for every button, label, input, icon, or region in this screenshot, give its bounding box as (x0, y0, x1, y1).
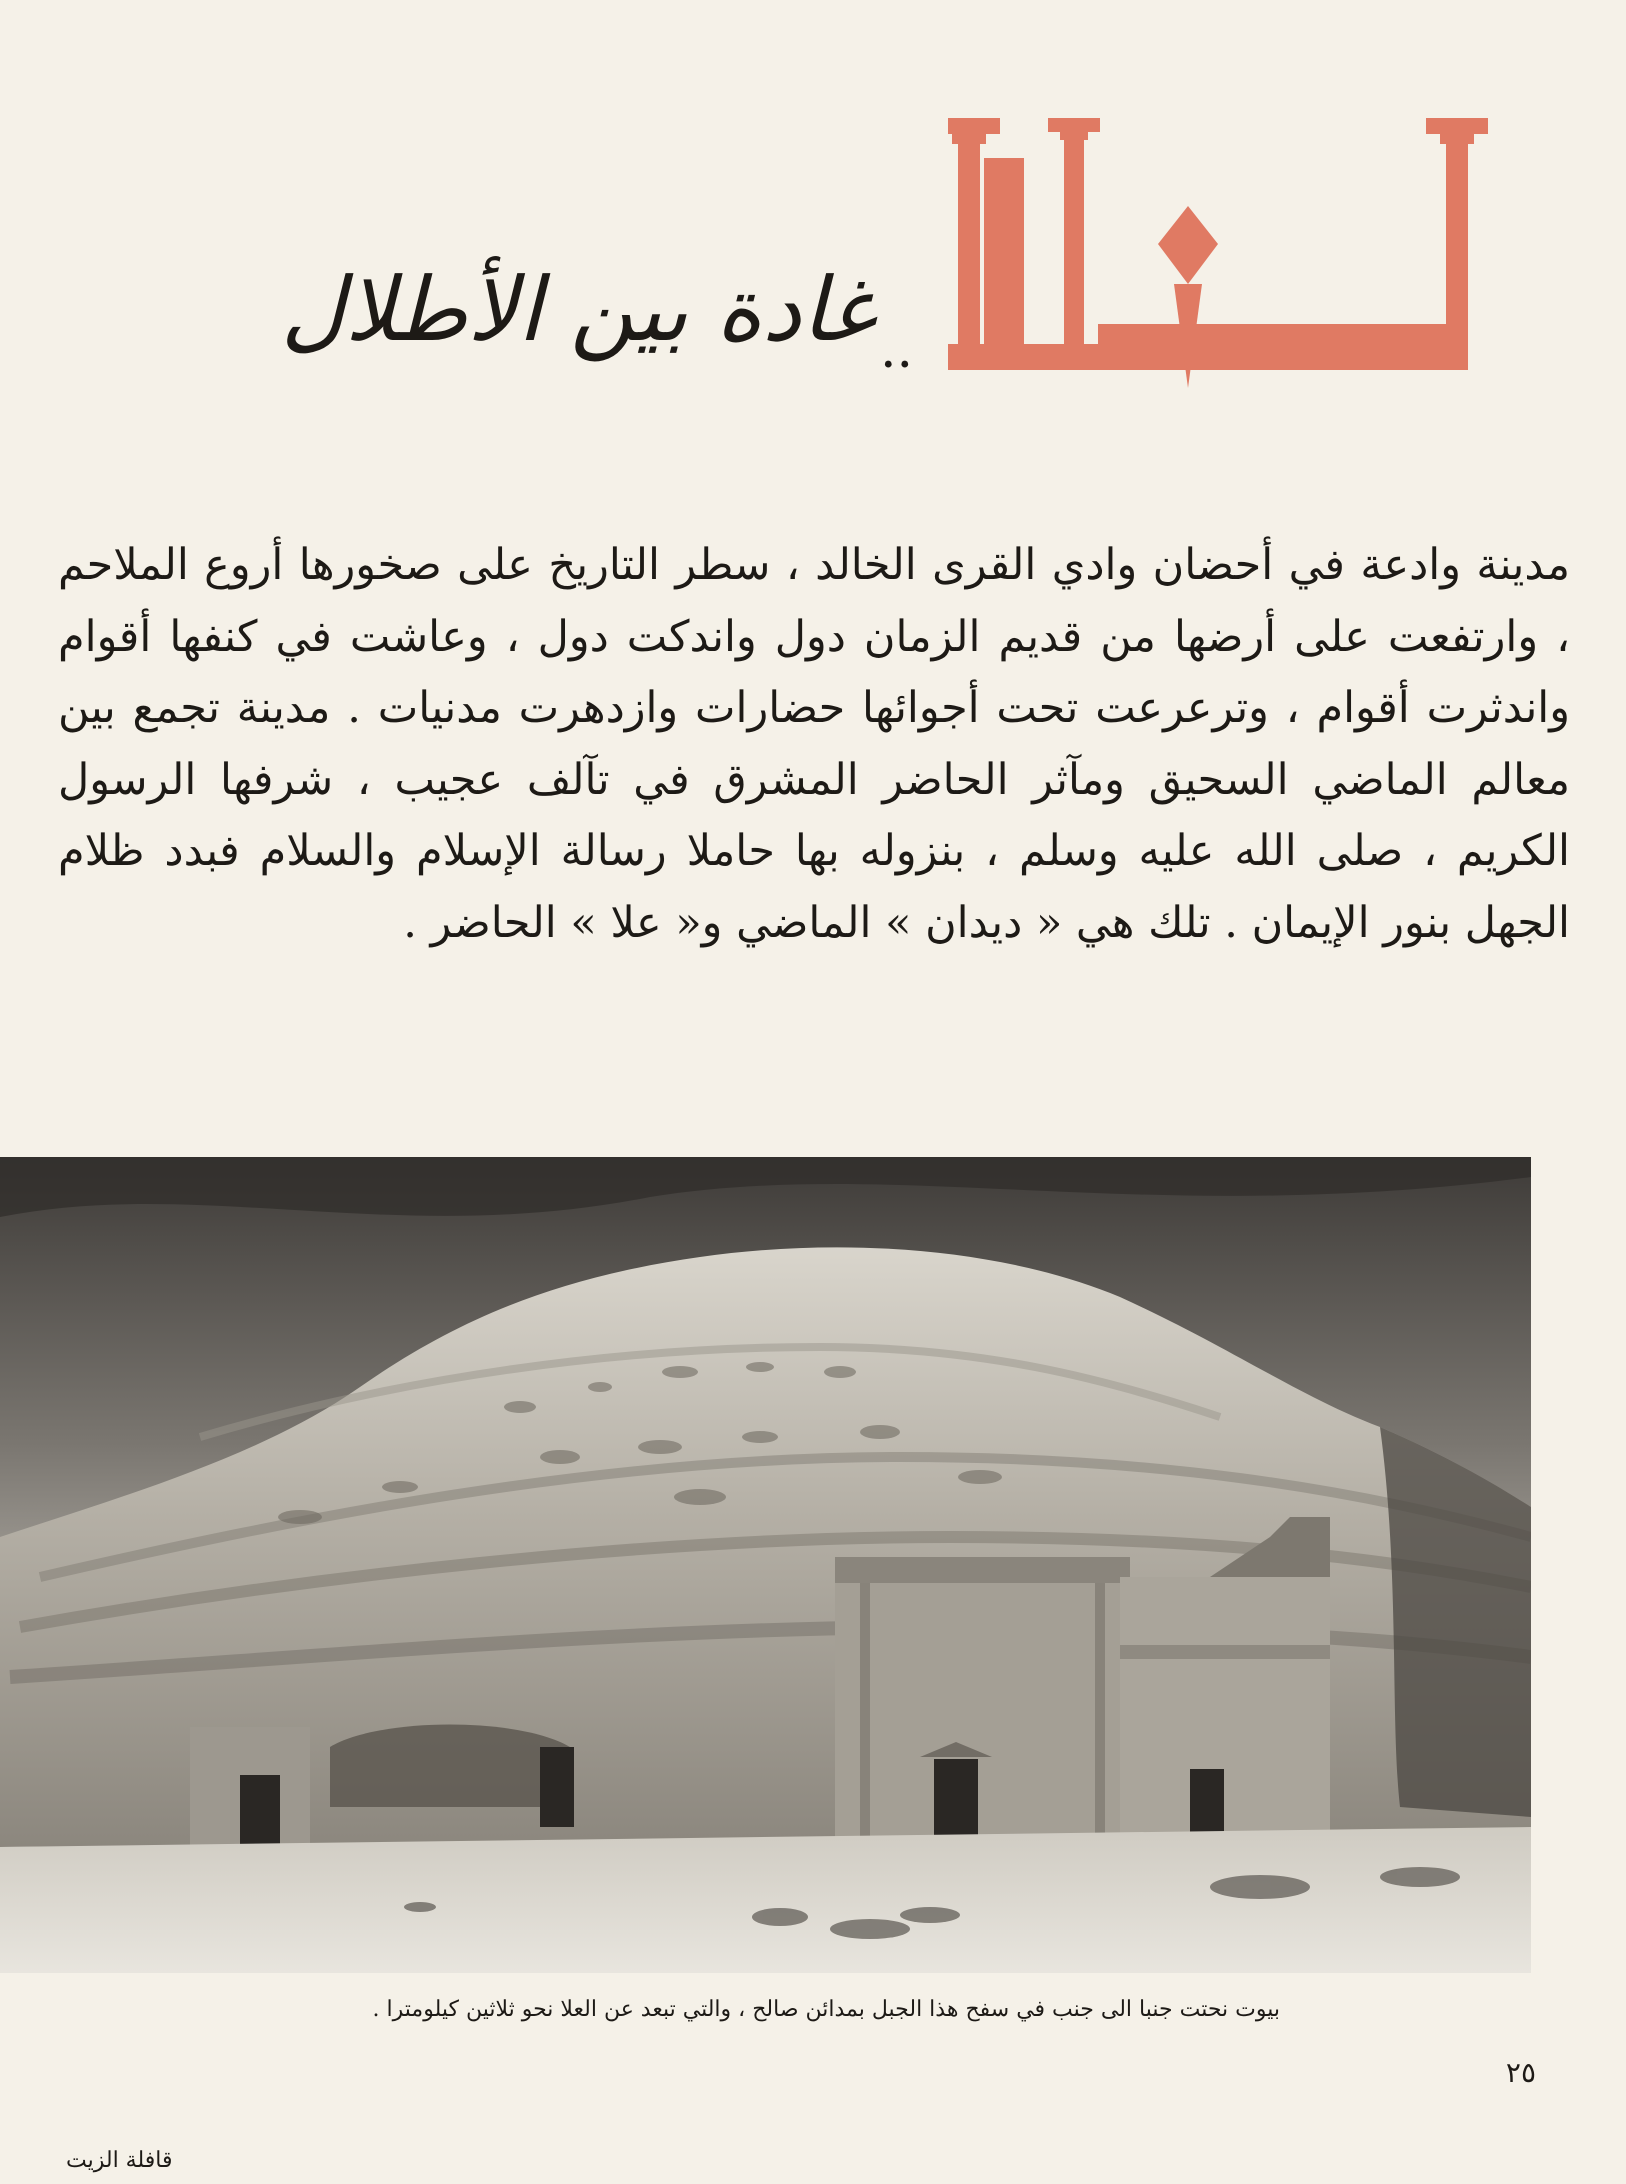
photo-tomb-center (835, 1557, 1130, 1859)
intro-paragraph: مدينة وادعة في أحضان وادي القرى الخالد ، سطر التاريخ على صخورها أروع الملاحم ، وارتفعت على أرضها من قديم الزمان دول واندكت دول ، وعاشت في كنفها أقوام واندثرت أقوام ، وترعرعت تحت أجوائها حضارات وازدهرت مدنيات . مدينة تجمع بين معالم الماضي السحيق ومآثر الحاضر المشرق في تآلف عجيب ، شرفها الرسول الكريم ، صلى الله عليه وسلم ، بنزوله بها حاملا رسالة الإسلام والسلام فبدد ظلام الجهل بنور الإيمان . تلك هي « ديدان » الماضي و« علا » الحاضر . (58, 540, 1570, 948)
photo-caption: بيوت نحتت جنبا الى جنب في سفح هذا الجبل بمدائن صالح ، والتي تبعد عن العلا نحو ثلاثين كيلومترا . (372, 1997, 1280, 2022)
title-block (0, 0, 1626, 420)
photo-madain-saleh (0, 1157, 1531, 1973)
title-subtitle: غادة بين الأطلال (280, 258, 874, 361)
magazine-name: قافلة الزيت (66, 2148, 173, 2173)
photo-ground (0, 1827, 1531, 1973)
photo-illustration (0, 1157, 1531, 1973)
photo-tomb-left (190, 1727, 310, 1862)
title-logo-shape (948, 118, 1488, 388)
title-logo (948, 118, 1528, 388)
page-number: ٢٥ (1505, 2056, 1536, 2089)
title-separator: .. (880, 320, 914, 380)
